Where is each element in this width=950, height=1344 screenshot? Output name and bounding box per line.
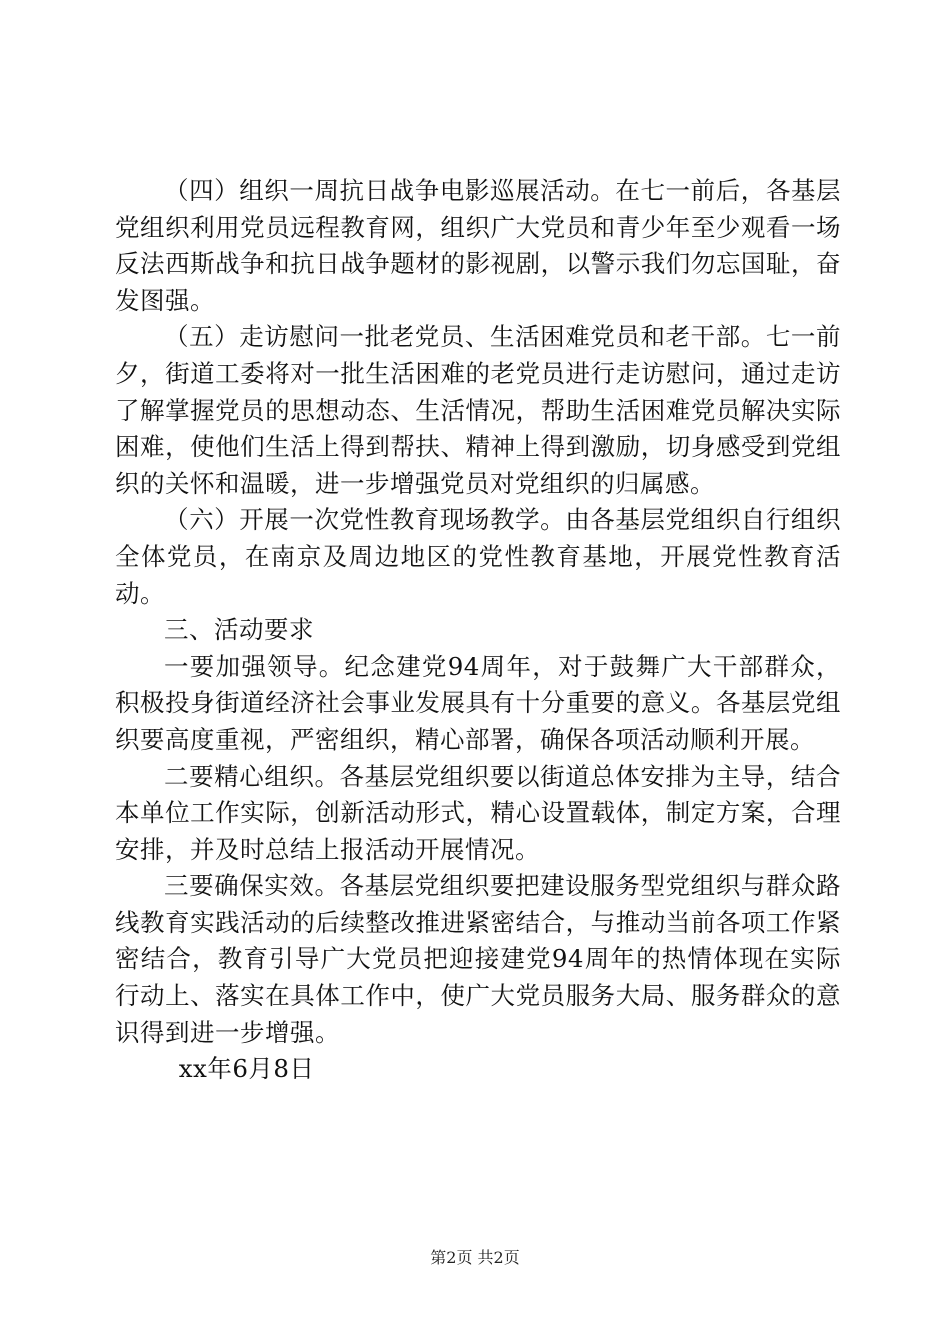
paragraph-item-5: （五）走访慰问一批老党员、生活困难党员和老干部。七一前夕，街道工委将对一批生活困难的老党员进行走访慰问，通过走访了解掌握党员的思想动态、生活情况，帮助生活困难党员解决实际困难，使他们生活上得到帮扶、精神上得到激励，切身感受到党组织的关怀和温暖，进一步增强党员对党组织的归属感。 bbox=[115, 322, 841, 498]
requirement-leadership: 一要加强领导。纪念建党94周年，对于鼓舞广大干部群众，积极投身街道经济社会事业发展具有十分重要的意义。各基层党组织要高度重视，严密组织，精心部署，确保各项活动顺利开展。 bbox=[115, 651, 841, 754]
document-body bbox=[115, 173, 841, 1088]
section-heading-requirements: 三、活动要求 bbox=[164, 615, 314, 645]
page-number-label: 第2页 共2页 bbox=[430, 1248, 520, 1267]
document-date: xx年6月8日 bbox=[178, 1054, 315, 1084]
paragraph-item-6: （六）开展一次党性教育现场教学。由各基层党组织自行组织全体党员，在南京及周边地区的党性教育基地，开展党性教育活动。 bbox=[115, 505, 841, 608]
requirement-effectiveness: 三要确保实效。各基层党组织要把建设服务型党组织与群众路线教育实践活动的后续整改推进紧密结合，与推动当前各项工作紧密结合，教育引导广大党员把迎接建党94周年的热情体现在实际行动上、落实在具体工作中，使广大党员服务大局、服务群众的意识得到进一步增强。 bbox=[115, 871, 841, 1047]
paragraph-item-4: （四）组织一周抗日战争电影巡展活动。在七一前后，各基层党组织利用党员远程教育网，组织广大党员和青少年至少观看一场反法西斯战争和抗日战争题材的影视剧，以警示我们勿忘国耻，奋发图强。 bbox=[115, 176, 841, 315]
requirement-organization: 二要精心组织。各基层党组织要以街道总体安排为主导，结合本单位工作实际，创新活动形式，精心设置载体，制定方案，合理安排，并及时总结上报活动开展情况。 bbox=[115, 761, 841, 864]
page-footer bbox=[0, 1245, 950, 1268]
